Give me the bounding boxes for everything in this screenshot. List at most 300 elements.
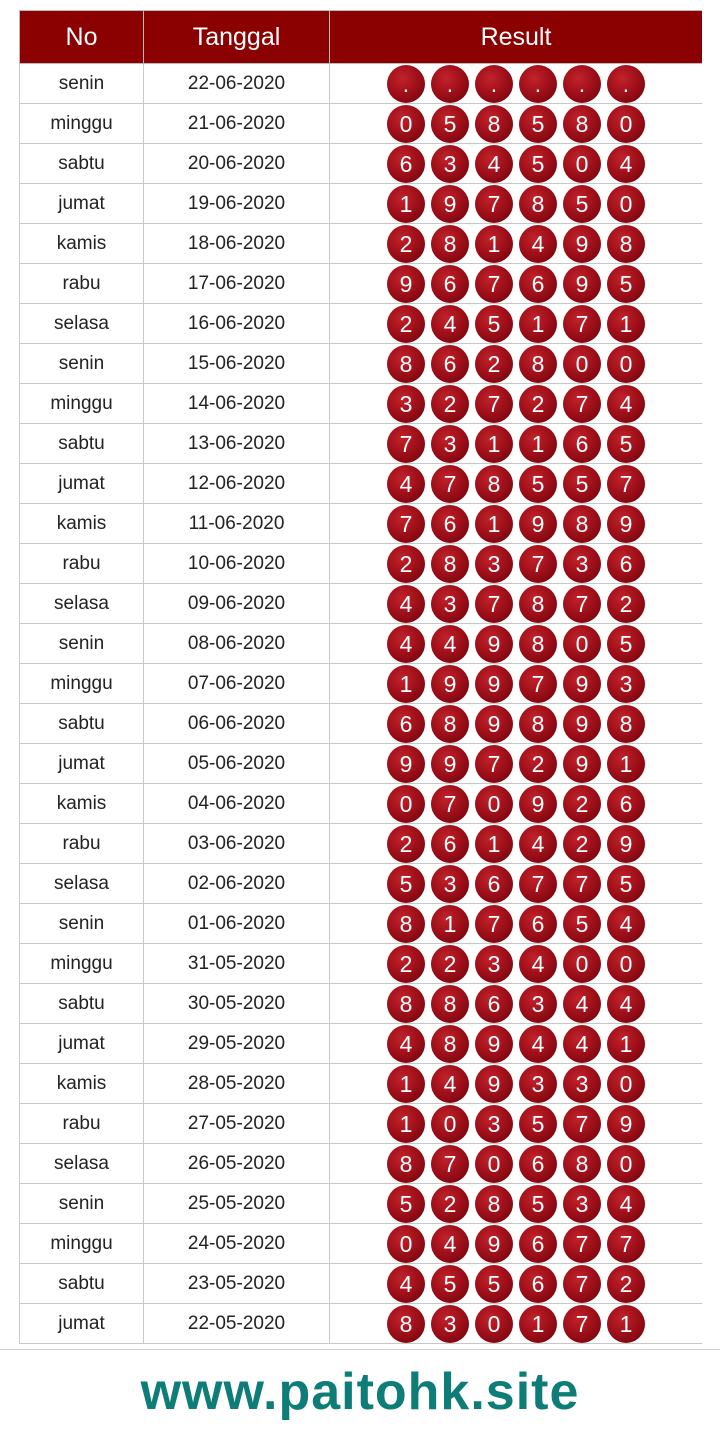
result-cell	[330, 1184, 703, 1224]
date-cell: 21-06-2020	[144, 104, 330, 144]
result-ball: 7	[475, 185, 513, 223]
result-ball: 7	[431, 1145, 469, 1183]
result-ball: 3	[431, 865, 469, 903]
result-ball: .	[475, 65, 513, 103]
result-ball: 0	[475, 1305, 513, 1343]
result-ball: 2	[387, 305, 425, 343]
result-cell	[330, 584, 703, 624]
result-ball: 7	[563, 865, 601, 903]
result-ball: 3	[475, 1105, 513, 1143]
date-cell: 16-06-2020	[144, 304, 330, 344]
result-ball: 9	[563, 705, 601, 743]
result-cell	[330, 784, 703, 824]
date-cell: 13-06-2020	[144, 424, 330, 464]
result-cell	[330, 384, 703, 424]
result-balls	[330, 265, 702, 303]
result-ball: 5	[519, 1105, 557, 1143]
result-ball: 6	[431, 345, 469, 383]
day-cell: minggu	[20, 664, 144, 704]
result-ball: 2	[607, 1265, 645, 1303]
result-ball: 1	[607, 1305, 645, 1343]
result-ball: 4	[519, 1025, 557, 1063]
result-ball: 0	[607, 1145, 645, 1183]
result-cell	[330, 864, 703, 904]
date-cell: 22-05-2020	[144, 1304, 330, 1344]
result-ball: 1	[475, 225, 513, 263]
result-ball: 6	[607, 785, 645, 823]
result-ball: 7	[519, 865, 557, 903]
result-balls	[330, 545, 702, 583]
date-cell: 23-05-2020	[144, 1264, 330, 1304]
day-cell: minggu	[20, 104, 144, 144]
result-cell	[330, 704, 703, 744]
result-ball: 8	[387, 905, 425, 943]
result-ball: 6	[387, 705, 425, 743]
result-ball: 0	[607, 945, 645, 983]
result-ball: 3	[431, 145, 469, 183]
result-ball: 1	[387, 185, 425, 223]
result-ball: 6	[519, 1265, 557, 1303]
result-cell	[330, 984, 703, 1024]
result-balls	[330, 1305, 702, 1343]
date-cell: 02-06-2020	[144, 864, 330, 904]
day-cell: senin	[20, 1184, 144, 1224]
day-cell: jumat	[20, 1024, 144, 1064]
result-cell	[330, 1024, 703, 1064]
day-cell: kamis	[20, 784, 144, 824]
result-ball: 3	[519, 1065, 557, 1103]
result-ball: 5	[519, 1185, 557, 1223]
result-balls	[330, 825, 702, 863]
result-ball: 4	[387, 1265, 425, 1303]
result-ball: 9	[431, 665, 469, 703]
result-ball: 5	[563, 905, 601, 943]
result-ball: 4	[387, 625, 425, 663]
result-balls	[330, 425, 702, 463]
day-cell: minggu	[20, 1224, 144, 1264]
result-ball: 7	[475, 745, 513, 783]
table-row	[20, 944, 703, 984]
result-ball: 8	[607, 225, 645, 263]
table-row	[20, 504, 703, 544]
table-row	[20, 304, 703, 344]
result-ball: 3	[431, 585, 469, 623]
result-ball: 4	[519, 825, 557, 863]
day-cell: sabtu	[20, 144, 144, 184]
day-cell: rabu	[20, 264, 144, 304]
result-ball: 3	[563, 1065, 601, 1103]
result-ball: 9	[563, 745, 601, 783]
result-balls	[330, 785, 702, 823]
result-ball: 9	[563, 665, 601, 703]
result-ball: 7	[607, 465, 645, 503]
result-ball: 8	[607, 705, 645, 743]
result-ball: 4	[519, 225, 557, 263]
date-cell: 31-05-2020	[144, 944, 330, 984]
result-ball: 8	[519, 345, 557, 383]
result-ball: 2	[607, 585, 645, 623]
result-ball: 0	[607, 345, 645, 383]
result-ball: 8	[431, 705, 469, 743]
result-ball: 1	[519, 1305, 557, 1343]
table-row	[20, 64, 703, 104]
table-row	[20, 224, 703, 264]
result-ball: 9	[387, 265, 425, 303]
result-ball: 0	[387, 1225, 425, 1263]
result-ball: 4	[607, 385, 645, 423]
day-cell: minggu	[20, 944, 144, 984]
result-ball: 5	[387, 1185, 425, 1223]
result-ball: 0	[563, 945, 601, 983]
result-ball: 4	[607, 1185, 645, 1223]
day-cell: kamis	[20, 1064, 144, 1104]
result-balls	[330, 385, 702, 423]
result-balls	[330, 65, 702, 103]
result-ball: 8	[387, 985, 425, 1023]
result-ball: 5	[607, 865, 645, 903]
date-cell: 12-06-2020	[144, 464, 330, 504]
result-ball: .	[387, 65, 425, 103]
day-cell: minggu	[20, 384, 144, 424]
result-balls	[330, 625, 702, 663]
table-row	[20, 704, 703, 744]
result-ball: 2	[431, 945, 469, 983]
result-ball: 1	[607, 305, 645, 343]
result-ball: 5	[519, 465, 557, 503]
result-cell	[330, 1224, 703, 1264]
result-balls	[330, 585, 702, 623]
date-cell: 29-05-2020	[144, 1024, 330, 1064]
result-ball: 4	[431, 305, 469, 343]
result-cell	[330, 224, 703, 264]
date-cell: 25-05-2020	[144, 1184, 330, 1224]
result-balls	[330, 985, 702, 1023]
table-row	[20, 184, 703, 224]
table-row	[20, 1224, 703, 1264]
day-cell: jumat	[20, 1304, 144, 1344]
result-ball: 4	[563, 1025, 601, 1063]
day-cell: sabtu	[20, 984, 144, 1024]
result-cell	[330, 1264, 703, 1304]
result-ball: 6	[387, 145, 425, 183]
table-row	[20, 624, 703, 664]
result-ball: 3	[607, 665, 645, 703]
date-cell: 14-06-2020	[144, 384, 330, 424]
result-ball: 7	[563, 1105, 601, 1143]
result-ball: 8	[563, 505, 601, 543]
table-row	[20, 664, 703, 704]
result-ball: 0	[563, 345, 601, 383]
result-balls	[330, 1025, 702, 1063]
result-balls	[330, 225, 702, 263]
result-cell	[330, 824, 703, 864]
result-ball: 8	[431, 545, 469, 583]
date-cell: 19-06-2020	[144, 184, 330, 224]
table-row	[20, 864, 703, 904]
result-cell	[330, 104, 703, 144]
table-header-row	[20, 11, 703, 64]
day-cell: jumat	[20, 464, 144, 504]
day-cell: senin	[20, 904, 144, 944]
result-ball: 6	[519, 1225, 557, 1263]
result-ball: 6	[431, 505, 469, 543]
day-cell: selasa	[20, 864, 144, 904]
result-ball: 2	[563, 785, 601, 823]
result-ball: 8	[387, 1145, 425, 1183]
result-ball: 5	[387, 865, 425, 903]
result-ball: 0	[607, 1065, 645, 1103]
result-cell	[330, 304, 703, 344]
table-row	[20, 784, 703, 824]
result-ball: 4	[563, 985, 601, 1023]
result-cell	[330, 344, 703, 384]
result-ball: 9	[387, 745, 425, 783]
result-ball: 5	[607, 625, 645, 663]
result-balls	[330, 185, 702, 223]
table-row	[20, 584, 703, 624]
date-cell: 22-06-2020	[144, 64, 330, 104]
result-ball: 5	[475, 1265, 513, 1303]
table-row	[20, 1104, 703, 1144]
result-ball: .	[519, 65, 557, 103]
result-ball: 6	[431, 265, 469, 303]
result-cell	[330, 64, 703, 104]
result-ball: 4	[607, 145, 645, 183]
result-ball: 7	[563, 385, 601, 423]
day-cell: senin	[20, 64, 144, 104]
result-ball: 7	[475, 265, 513, 303]
day-cell: kamis	[20, 504, 144, 544]
result-ball: 4	[607, 905, 645, 943]
table-row	[20, 1024, 703, 1064]
result-cell	[330, 944, 703, 984]
result-cell	[330, 1064, 703, 1104]
result-balls	[330, 865, 702, 903]
date-cell: 03-06-2020	[144, 824, 330, 864]
table-row	[20, 384, 703, 424]
date-cell: 18-06-2020	[144, 224, 330, 264]
table-row	[20, 144, 703, 184]
result-cell	[330, 1144, 703, 1184]
result-ball: 8	[475, 105, 513, 143]
result-ball: 8	[519, 705, 557, 743]
result-ball: 0	[563, 625, 601, 663]
day-cell: sabtu	[20, 424, 144, 464]
result-ball: 7	[387, 425, 425, 463]
result-ball: 6	[519, 265, 557, 303]
results-table-container	[19, 10, 702, 1348]
day-cell: selasa	[20, 304, 144, 344]
result-ball: 9	[519, 505, 557, 543]
result-ball: 6	[607, 545, 645, 583]
day-cell: selasa	[20, 584, 144, 624]
result-balls	[330, 1265, 702, 1303]
result-cell	[330, 1304, 703, 1344]
result-ball: 7	[431, 785, 469, 823]
result-balls	[330, 305, 702, 343]
result-ball: 4	[387, 1025, 425, 1063]
result-ball: 8	[387, 345, 425, 383]
result-ball: 1	[387, 1105, 425, 1143]
result-ball: 4	[431, 625, 469, 663]
result-ball: 7	[563, 1225, 601, 1263]
result-balls	[330, 145, 702, 183]
result-ball: 1	[475, 825, 513, 863]
date-cell: 01-06-2020	[144, 904, 330, 944]
result-ball: .	[607, 65, 645, 103]
table-row	[20, 264, 703, 304]
result-ball: 5	[607, 265, 645, 303]
result-ball: 6	[475, 985, 513, 1023]
result-ball: .	[431, 65, 469, 103]
result-balls	[330, 705, 702, 743]
table-row	[20, 464, 703, 504]
result-ball: 8	[519, 585, 557, 623]
result-ball: 7	[519, 665, 557, 703]
result-cell	[330, 184, 703, 224]
result-balls	[330, 105, 702, 143]
result-cell	[330, 744, 703, 784]
result-ball: 0	[475, 1145, 513, 1183]
result-ball: 8	[431, 225, 469, 263]
date-cell: 04-06-2020	[144, 784, 330, 824]
result-balls	[330, 465, 702, 503]
day-cell: senin	[20, 344, 144, 384]
result-ball: 5	[519, 145, 557, 183]
result-ball: 7	[519, 545, 557, 583]
date-cell: 07-06-2020	[144, 664, 330, 704]
result-ball: 4	[607, 985, 645, 1023]
result-ball: 7	[387, 505, 425, 543]
table-body	[20, 64, 703, 1344]
result-ball: 2	[387, 825, 425, 863]
result-ball: 8	[519, 185, 557, 223]
result-ball: 1	[387, 665, 425, 703]
result-ball: 9	[475, 625, 513, 663]
result-ball: 1	[387, 1065, 425, 1103]
result-cell	[330, 624, 703, 664]
result-ball: 5	[563, 185, 601, 223]
date-cell: 06-06-2020	[144, 704, 330, 744]
table-row	[20, 1184, 703, 1224]
day-cell: jumat	[20, 184, 144, 224]
result-ball: 4	[519, 945, 557, 983]
result-ball: 2	[475, 345, 513, 383]
result-ball: 9	[475, 1025, 513, 1063]
result-ball: 9	[475, 705, 513, 743]
result-balls	[330, 505, 702, 543]
result-ball: 4	[387, 465, 425, 503]
result-ball: 3	[431, 1305, 469, 1343]
result-ball: 7	[607, 1225, 645, 1263]
date-cell: 17-06-2020	[144, 264, 330, 304]
result-ball: 5	[431, 105, 469, 143]
result-balls	[330, 1225, 702, 1263]
table-row	[20, 544, 703, 584]
date-cell: 05-06-2020	[144, 744, 330, 784]
result-ball: 8	[431, 1025, 469, 1063]
result-ball: 7	[563, 1305, 601, 1343]
result-balls	[330, 345, 702, 383]
result-ball: 5	[475, 305, 513, 343]
result-ball: 3	[563, 1185, 601, 1223]
result-ball: 3	[475, 545, 513, 583]
result-ball: 2	[387, 545, 425, 583]
result-ball: 9	[475, 1065, 513, 1103]
result-ball: 2	[519, 385, 557, 423]
result-ball: 9	[563, 265, 601, 303]
site-url[interactable]: www.paitohk.site	[140, 1363, 580, 1421]
table-row	[20, 1264, 703, 1304]
result-ball: .	[563, 65, 601, 103]
result-ball: 8	[519, 625, 557, 663]
result-ball: 0	[607, 185, 645, 223]
result-ball: 1	[475, 505, 513, 543]
date-cell: 26-05-2020	[144, 1144, 330, 1184]
result-ball: 0	[563, 145, 601, 183]
result-ball: 9	[431, 745, 469, 783]
footer-banner	[0, 1349, 720, 1434]
date-cell: 27-05-2020	[144, 1104, 330, 1144]
date-cell: 11-06-2020	[144, 504, 330, 544]
result-ball: 8	[431, 985, 469, 1023]
result-ball: 0	[607, 105, 645, 143]
result-ball: 1	[431, 905, 469, 943]
date-cell: 20-06-2020	[144, 144, 330, 184]
day-cell: rabu	[20, 824, 144, 864]
table-row	[20, 1064, 703, 1104]
date-cell: 15-06-2020	[144, 344, 330, 384]
result-cell	[330, 424, 703, 464]
result-ball: 8	[387, 1305, 425, 1343]
date-cell: 24-05-2020	[144, 1224, 330, 1264]
header-result: Result	[330, 11, 703, 64]
result-balls	[330, 1065, 702, 1103]
date-cell: 09-06-2020	[144, 584, 330, 624]
result-ball: 3	[475, 945, 513, 983]
result-ball: 5	[607, 425, 645, 463]
result-ball: 7	[431, 465, 469, 503]
result-ball: 8	[475, 465, 513, 503]
day-cell: senin	[20, 624, 144, 664]
table-row	[20, 1144, 703, 1184]
result-ball: 9	[563, 225, 601, 263]
result-cell	[330, 904, 703, 944]
result-ball: 5	[563, 465, 601, 503]
header-tanggal: Tanggal	[144, 11, 330, 64]
result-ball: 0	[431, 1105, 469, 1143]
day-cell: jumat	[20, 744, 144, 784]
result-ball: 3	[431, 425, 469, 463]
result-ball: 4	[475, 145, 513, 183]
result-ball: 7	[563, 1265, 601, 1303]
day-cell: sabtu	[20, 1264, 144, 1304]
day-cell: selasa	[20, 1144, 144, 1184]
result-ball: 9	[607, 825, 645, 863]
result-ball: 7	[563, 305, 601, 343]
result-ball: 2	[519, 745, 557, 783]
date-cell: 08-06-2020	[144, 624, 330, 664]
result-balls	[330, 945, 702, 983]
result-ball: 1	[607, 745, 645, 783]
result-cell	[330, 264, 703, 304]
result-ball: 9	[519, 785, 557, 823]
table-row	[20, 744, 703, 784]
result-ball: 3	[519, 985, 557, 1023]
day-cell: rabu	[20, 1104, 144, 1144]
result-ball: 5	[519, 105, 557, 143]
date-cell: 10-06-2020	[144, 544, 330, 584]
